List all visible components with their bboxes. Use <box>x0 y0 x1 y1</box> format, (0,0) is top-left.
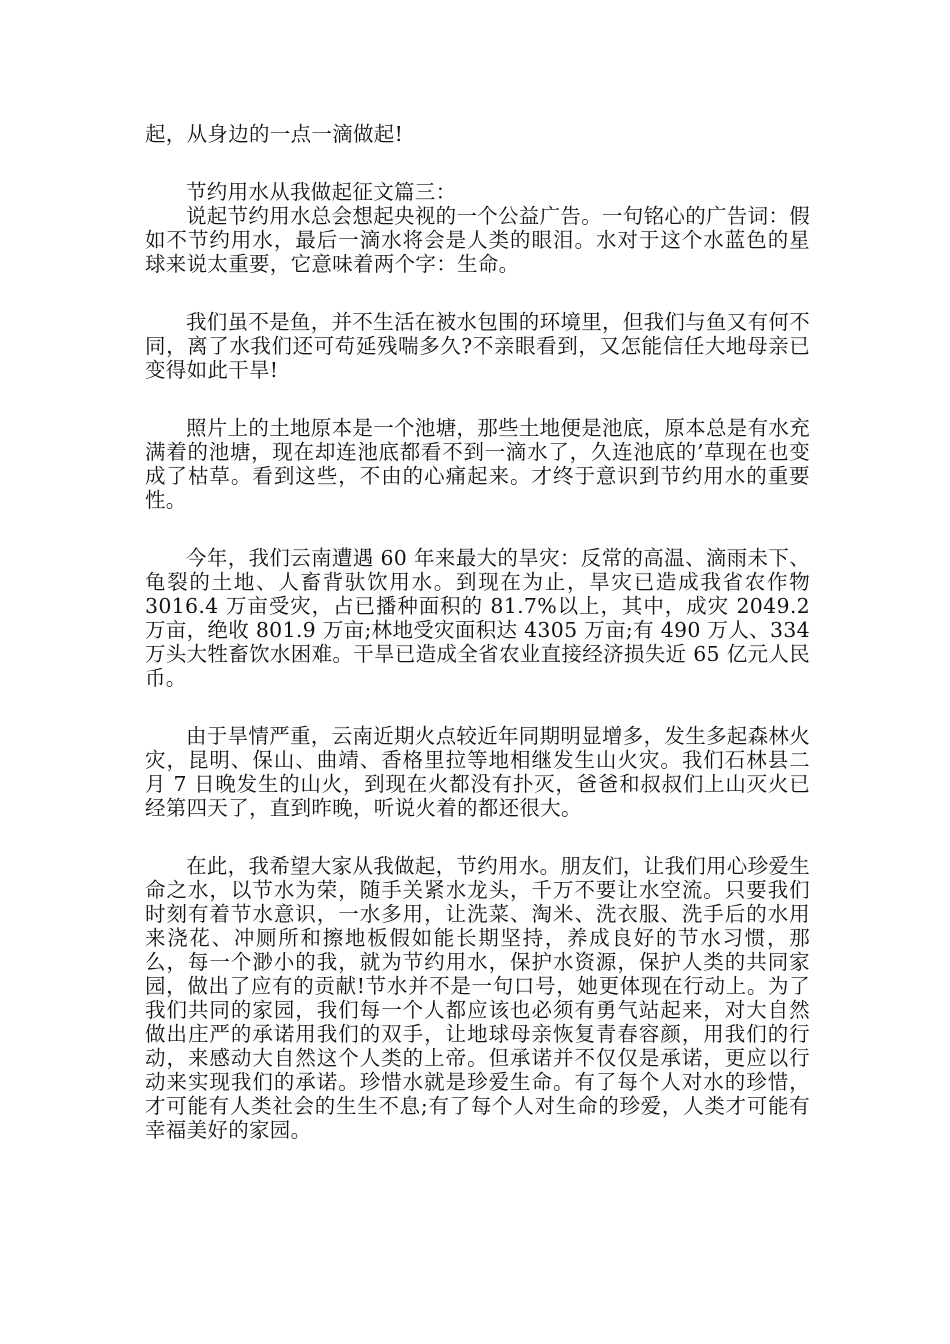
paragraph-spacer <box>145 512 810 546</box>
continuation-line: 起，从身边的一点一滴做起! <box>145 122 404 146</box>
paragraph-spacer <box>145 276 810 310</box>
paragraph-spacer <box>145 690 810 724</box>
paragraph-spacer <box>145 820 810 854</box>
paragraph-spacer <box>145 382 810 416</box>
paragraph-5: 由于旱情严重，云南近期火点较近年同期明显增多，发生多起森林火灾，昆明、保山、曲靖、香格里拉等地相继发生山火灾。我们石林县二月 7 日晚发生的山火，到现在火都没有扑灭，爸爸和叔叔们上山灭火已经第四天了，直到昨晚，听说火着的都还很大。 <box>145 724 810 820</box>
paragraph-3: 照片上的土地原本是一个池塘，那些土地便是池底，原本总是有水充满着的池塘，现在却连池底都看不到一滴水了，久连池底的’草现在也变成了枯草。看到这些，不由的心痛起来。才终于意识到节约用水的重要性。 <box>145 416 810 512</box>
section-title: 节约用水从我做起征文篇三： <box>186 180 457 204</box>
paragraph-6: 在此，我希望大家从我做起，节约用水。朋友们，让我们用心珍爱生命之水，以节水为荣，随手关紧水龙头，千万不要让水空流。只要我们时刻有着节水意识，一水多用，让洗菜、淘米、洗衣服、洗手后的水用来浇花、冲厕所和擦地板假如能长期坚持，养成良好的节水习惯，那么，每一个渺小的我，就为节约用水，保护水资源，保护人类的共同家园，做出了应有的贡献!节水并不是一句口号，她更体现在行动上。为了我们共同的家园，我们每一个人都应该也必须有勇气站起来，对大自然做出庄严的承诺用我们的双手，让地球母亲恢复青春容颜，用我们的行动，来感动大自然这个人类的上帝。但承诺并不仅仅是承诺，更应以行动来实现我们的承诺。珍惜水就是珍爱生命。有了每个人对水的珍惜，才可能有人类社会的生生不息;有了每个人对生命的珍爱，人类才可能有幸福美好的家园。 <box>145 854 810 1142</box>
paragraph-2: 我们虽不是鱼，并不生活在被水包围的环境里，但我们与鱼又有何不同，离了水我们还可苟延残喘多久?不亲眼看到，又怎能信任大地母亲已变得如此干旱! <box>145 310 810 382</box>
paragraph-1: 说起节约用水总会想起央视的一个公益广告。一句铭心的广告词：假如不节约用水，最后一滴水将会是人类的眼泪。水对于这个水蓝色的星球来说太重要，它意味着两个字：生命。 <box>145 204 810 276</box>
paragraph-spacer <box>145 146 810 180</box>
document-body <box>145 122 810 1142</box>
paragraph-4: 今年，我们云南遭遇 60 年来最大的旱灾：反常的高温、滴雨未下、龟裂的土地、人畜背驮饮用水。到现在为止，旱灾已造成我省农作物 3016.4 万亩受灾，占已播种面积的 81.7%以上，其中，成灾 2049.2 万亩，绝收 801.9 万亩;林地受灾面积达 4305 万亩;有 490 万人、334 万头大牲畜饮水困难。干旱已造成全省农业直接经济损失近 65 亿元人民币。 <box>145 546 810 690</box>
